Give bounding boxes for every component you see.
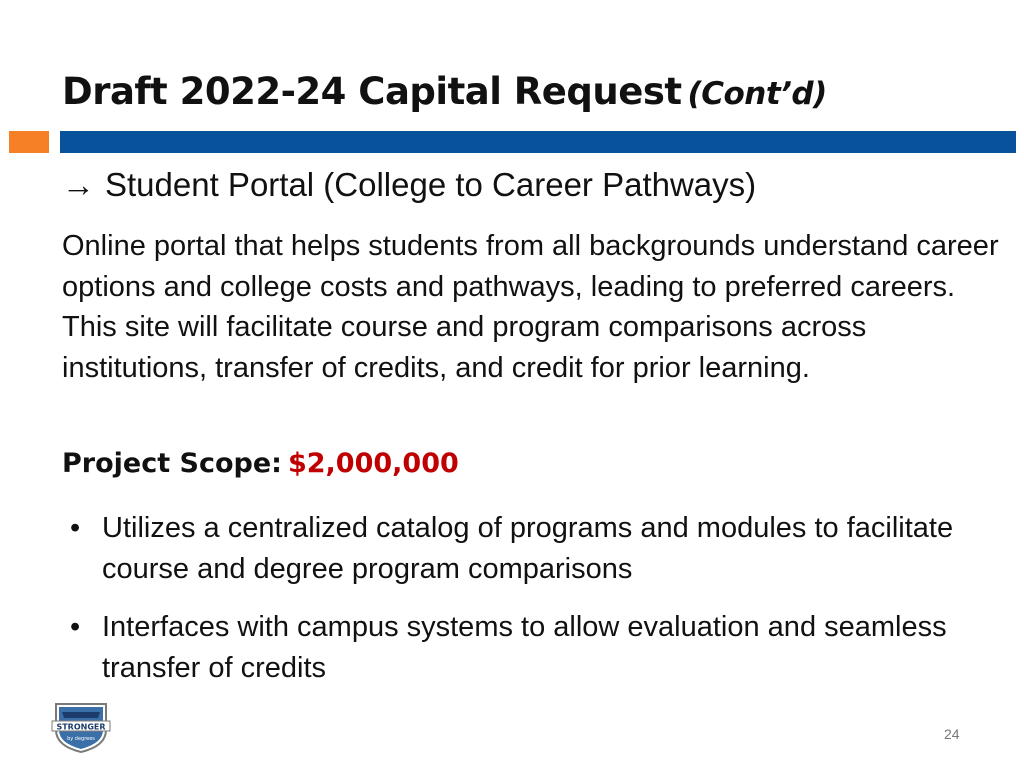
subheading-text: Student Portal (College to Career Pathways) [105, 166, 757, 203]
list-item [62, 508, 1002, 589]
scope-label: Project Scope: [62, 448, 282, 479]
slide-title [62, 70, 827, 113]
arrow-right-icon: → [62, 166, 95, 203]
stronger-by-degrees-logo [50, 700, 112, 754]
bullet-text: Utilizes a centralized catalog of programs and modules to facilitate course and degree program comparisons [102, 512, 954, 585]
slide-title-main: Draft 2022-24 Capital Request [62, 70, 682, 113]
subheading [62, 166, 756, 204]
bullet-text: Interfaces with campus systems to allow evaluation and seamless transfer of credits [102, 611, 947, 684]
bullet-icon: • [70, 611, 81, 643]
bullet-icon: • [70, 512, 81, 544]
list-item [62, 607, 1002, 688]
page-number: 24 [944, 726, 960, 742]
accent-bar [60, 131, 1016, 153]
slide-title-suffix: (Cont’d) [687, 76, 827, 112]
logo-text-sub: by degrees [67, 736, 95, 742]
project-scope [62, 448, 459, 479]
scope-amount: $2,000,000 [287, 448, 459, 479]
logo-text-main: STRONGER [56, 722, 106, 732]
bullet-list [62, 508, 1002, 706]
description: Online portal that helps students from all backgrounds understand career options and college costs and pathways, leading to preferred careers. This site will facilitate course and program comparisons across institutions, transfer of credits, and credit for prior learning. [62, 230, 999, 384]
accent-square [9, 131, 49, 153]
